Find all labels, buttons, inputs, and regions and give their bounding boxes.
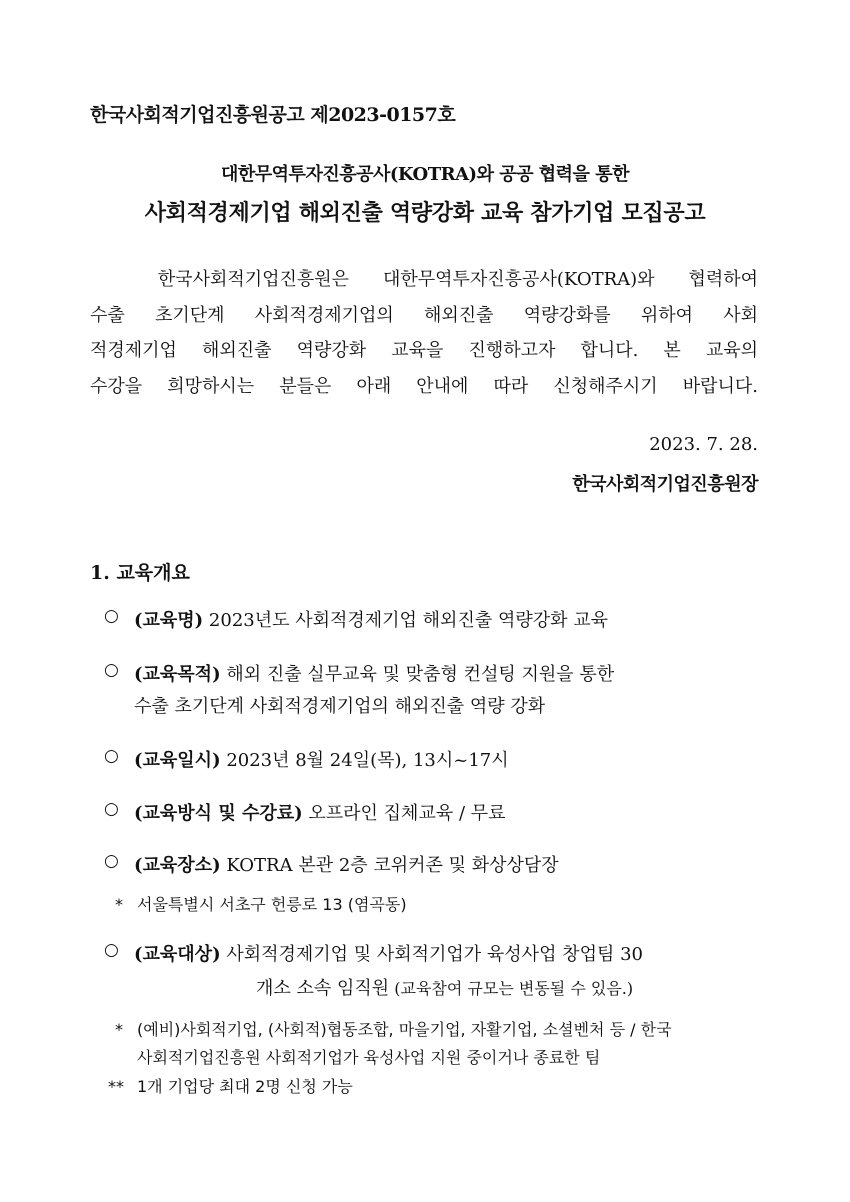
circle-bullet-icon: ○ [104, 799, 119, 819]
target-note-1-continued: 사회적기업진흥원 사회적기업가 육성사업 지원 중이거나 종료한 팀 [137, 1048, 601, 1067]
circle-bullet-icon: ○ [104, 851, 119, 871]
section-title: 1. 교육개요 [90, 562, 190, 584]
notice-date: 2023. 7. 28. [649, 434, 758, 455]
note-text: 서울특별시 서초구 헌릉로 13 (염곡동) [137, 895, 407, 914]
intro-line: 한국사회적기업진흥원은 대한무역투자진흥공사(KOTRA)와 협력하여 [90, 269, 758, 290]
item-text: 2023년도 사회적경제기업 해외진출 역량강화 교육 [203, 610, 608, 631]
item-label: (교육방식 및 수강료) [134, 803, 303, 824]
item-label: (교육목적) [134, 664, 221, 685]
item-text: 2023년 8월 24일(목), 13시~17시 [220, 750, 509, 771]
item-label: (교육장소) [134, 855, 221, 876]
note-text: (예비)사회적기업, (사회적)협동조합, 마을기업, 자활기업, 소셜벤처 등 / 한국 [137, 1020, 672, 1039]
notice-number: 한국사회적기업진흥원공고 제2023-0157호 [90, 104, 456, 126]
asterisk-mark: * [115, 895, 123, 914]
circle-bullet-icon: ○ [104, 660, 119, 680]
issuer-name: 한국사회적기업진흥원장 [572, 474, 758, 495]
item-text-remark: (교육참여 규모는 변동될 수 있음.) [389, 979, 634, 998]
document-title: 사회적경제기업 해외진출 역량강화 교육 참가기업 모집공고 [144, 200, 706, 226]
target-note-2 [108, 1074, 353, 1097]
circle-bullet-icon: ○ [104, 746, 119, 766]
document-subtitle: 대한무역투자진흥공사(KOTRA)와 공공 협력을 통한 [221, 164, 629, 185]
asterisk-mark: * [115, 1020, 123, 1039]
item-text: KOTRA 본관 2층 코위커존 및 화상상담장 [220, 855, 559, 876]
item-label: (교육대상) [134, 944, 221, 965]
circle-bullet-icon: ○ [104, 606, 119, 626]
double-asterisk-mark: ** [108, 1077, 124, 1096]
item-text-continued: 개소 소속 임직원 [256, 978, 390, 999]
item-text-continued: 수출 초기단계 사회적경제기업의 해외진출 역량 강화 [134, 696, 546, 717]
item-text: 해외 진출 실무교육 및 맞춤형 컨설팅 지원을 통한 [220, 664, 615, 685]
target-note-1 [115, 1017, 672, 1040]
address-note [115, 892, 407, 915]
item-label: (교육명) [134, 610, 204, 631]
item-text: 사회적경제기업 및 사회적기업가 육성사업 창업팀 30 [220, 944, 643, 965]
note-text: 1개 기업당 최대 2명 신청 가능 [137, 1077, 353, 1096]
intro-paragraph [90, 262, 758, 404]
item-text: 오프라인 집체교육 / 무료 [302, 803, 506, 824]
item-label: (교육일시) [134, 750, 221, 771]
intro-line: 수강을 희망하시는 분들은 아래 안내에 따라 신청해주시기 바랍니다. [90, 375, 758, 397]
intro-line: 수출 초기단계 사회적경제기업의 해외진출 역량강화를 위하여 사회 [90, 304, 758, 326]
circle-bullet-icon: ○ [104, 940, 119, 960]
intro-line: 적경제기업 해외진출 역량강화 교육을 진행하고자 합니다. 본 교육의 [90, 340, 758, 361]
